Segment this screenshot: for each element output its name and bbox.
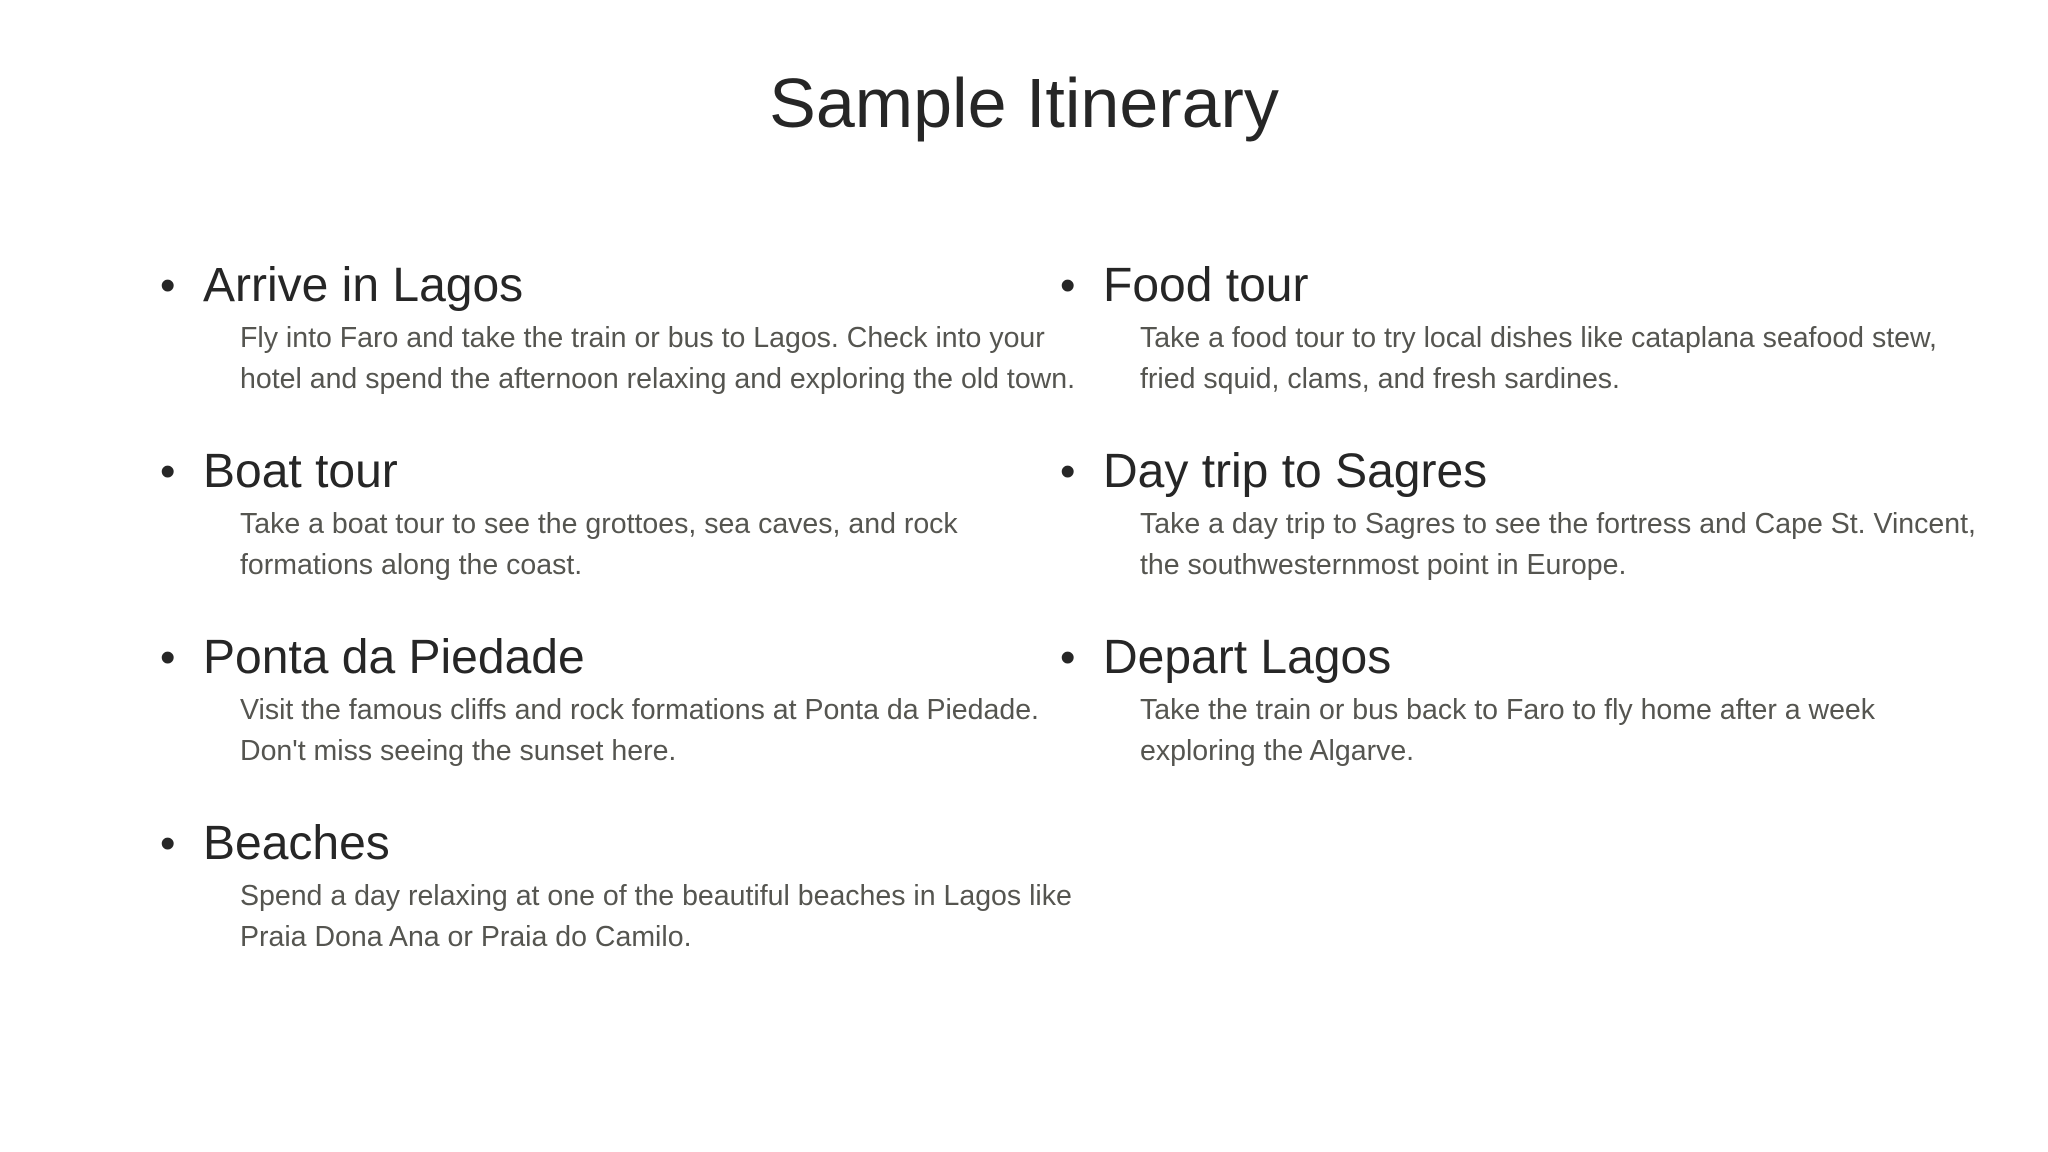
- itinerary-item: [1060, 444, 1990, 586]
- itinerary-item: [1060, 630, 1990, 772]
- itinerary-right-column: [1060, 258, 1990, 772]
- item-title: Depart Lagos: [1103, 631, 1392, 684]
- bullet-icon: •: [160, 633, 176, 682]
- bullet-icon: •: [1060, 447, 1076, 496]
- itinerary-item: [160, 630, 1080, 772]
- item-description: Fly into Faro and take the train or bus to Lagos. Check into your hotel and spend the afternoon relaxing and exploring the old town.: [240, 322, 1076, 395]
- itinerary-item: [1060, 258, 1990, 400]
- bullet-icon: •: [160, 819, 176, 868]
- itinerary-item: [160, 258, 1080, 400]
- item-description: Take a day trip to Sagres to see the fortress and Cape St. Vincent, the southwesternmost point in Europe.: [1140, 508, 1976, 581]
- itinerary-left-column: [160, 258, 1080, 958]
- bullet-icon: •: [1060, 261, 1076, 310]
- item-description: Visit the famous cliffs and rock formations at Ponta da Piedade. Don't miss seeing the sunset here.: [240, 694, 1039, 767]
- item-description: Take a food tour to try local dishes like cataplana seafood stew, fried squid, clams, and fresh sardines.: [1140, 322, 1937, 395]
- itinerary-item: [160, 816, 1080, 958]
- item-title: Ponta da Piedade: [203, 631, 585, 684]
- item-description: Spend a day relaxing at one of the beautiful beaches in Lagos like Praia Dona Ana or Praia do Camilo.: [240, 880, 1072, 953]
- item-title: Arrive in Lagos: [203, 259, 524, 312]
- item-title: Day trip to Sagres: [1103, 445, 1488, 498]
- itinerary-item: [160, 444, 1080, 586]
- item-description: Take the train or bus back to Faro to fly home after a week exploring the Algarve.: [1140, 694, 1876, 767]
- slide-title: Sample Itinerary: [769, 64, 1279, 142]
- bullet-icon: •: [160, 261, 176, 310]
- item-title: Boat tour: [203, 445, 398, 498]
- item-title: Food tour: [1103, 259, 1309, 312]
- item-title: Beaches: [203, 817, 390, 870]
- bullet-icon: •: [160, 447, 176, 496]
- bullet-icon: •: [1060, 633, 1076, 682]
- item-description: Take a boat tour to see the grottoes, sea caves, and rock formations along the coast.: [240, 508, 958, 581]
